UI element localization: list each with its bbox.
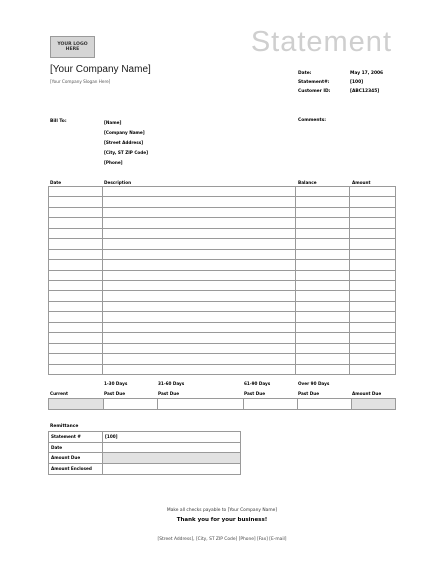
table-column-line — [395, 186, 396, 375]
remittance-table — [48, 431, 241, 475]
remittance-value[interactable]: [100] — [105, 434, 118, 440]
meta-value: May 17, 2006 — [350, 71, 384, 76]
bill-to-line: [Phone] — [104, 160, 123, 165]
remittance-label: Statement # — [49, 432, 103, 442]
table-row-line — [48, 217, 396, 218]
aging-header-past-due: Past Due — [298, 391, 320, 396]
meta-value: [ABC12345] — [350, 89, 380, 94]
company-slogan: [Your Company Slogan Here] — [50, 79, 111, 84]
aging-cell-over-90[interactable] — [298, 399, 352, 409]
logo-text: YOUR LOGO HERE — [57, 41, 88, 52]
aging-cell-1-30[interactable] — [104, 399, 158, 409]
remittance-label: Date — [49, 443, 103, 453]
table-row-line — [48, 364, 396, 365]
remittance-title: Remittance — [50, 424, 79, 429]
remittance-row — [49, 432, 240, 443]
bill-to-label: Bill To: — [50, 119, 67, 124]
aging-cell-amount-due[interactable] — [352, 399, 395, 409]
table-row-line — [48, 186, 396, 187]
column-header-date: Date — [50, 180, 62, 185]
aging-cell-61-90[interactable] — [244, 399, 298, 409]
table-column-line — [295, 186, 296, 375]
meta-label: Date: — [298, 71, 312, 76]
table-row-line — [48, 322, 396, 323]
table-column-line — [102, 186, 103, 375]
table-row-line — [48, 290, 396, 291]
column-header-description: Description — [104, 180, 132, 185]
payable-note: Make all checks payable to [Your Company Name] — [166, 508, 278, 513]
table-row-line — [48, 249, 396, 250]
comments-label: Comments: — [298, 118, 326, 123]
aging-header-amount-due: Amount Due — [352, 391, 382, 396]
table-row-line — [48, 238, 396, 239]
remittance-label: Amount Enclosed — [49, 464, 103, 475]
table-row-line — [48, 332, 396, 333]
bill-to-line: [Street Address] — [104, 140, 144, 145]
meta-row-date — [298, 69, 396, 78]
aging-summary-row — [48, 398, 396, 410]
page-title: Statement — [250, 26, 392, 58]
aging-header-past-due: Past Due — [104, 391, 126, 396]
aging-range-label: 61-90 Days — [244, 381, 271, 386]
aging-range-label: Over 90 Days — [298, 381, 330, 386]
bill-to-line: [Company Name] — [104, 130, 145, 135]
aging-range-label: 31-60 Days — [158, 381, 185, 386]
bill-to-address — [104, 118, 148, 168]
bill-to-line: [City, ST ZIP Code] — [104, 150, 149, 155]
table-row-line — [48, 259, 396, 260]
table-row-line — [48, 311, 396, 312]
meta-value: [100] — [350, 80, 364, 85]
table-column-line — [48, 186, 49, 375]
table-row-line — [48, 301, 396, 302]
remittance-value[interactable] — [103, 464, 240, 475]
footer-address: [Street Address], [City, ST ZIP Code] [Phone] [Fax] [E-mail] — [157, 537, 287, 542]
aging-header-past-due: Past Due — [244, 391, 266, 396]
meta-row-customer — [298, 87, 396, 96]
aging-header-current: Current — [50, 391, 69, 396]
aging-cell-current[interactable] — [49, 399, 104, 409]
table-row-line — [48, 374, 396, 375]
table-row-line — [48, 270, 396, 271]
table-row-line — [48, 228, 396, 229]
remittance-row — [49, 443, 240, 454]
table-row-line — [48, 196, 396, 197]
meta-label: Statement#: — [298, 80, 330, 85]
meta-label: Customer ID: — [298, 89, 331, 94]
company-logo — [50, 36, 95, 58]
statement-meta — [298, 69, 396, 96]
bill-to-line: [Name] — [104, 120, 122, 125]
remittance-value[interactable] — [103, 453, 240, 463]
aging-header-past-due: Past Due — [158, 391, 180, 396]
aging-range-label: 1-30 Days — [104, 381, 128, 386]
meta-row-statement — [298, 78, 396, 87]
remittance-value[interactable] — [103, 443, 240, 453]
table-row-line — [48, 207, 396, 208]
table-column-line — [349, 186, 350, 375]
remittance-row — [49, 464, 240, 475]
table-row-line — [48, 343, 396, 344]
table-row-line — [48, 280, 396, 281]
aging-cell-31-60[interactable] — [158, 399, 244, 409]
table-row-line — [48, 353, 396, 354]
column-header-balance: Balance — [298, 180, 317, 185]
remittance-label: Amount Due — [49, 453, 103, 463]
thank-you-message: Thank you for your business! — [176, 517, 268, 523]
remittance-row — [49, 453, 240, 464]
company-name: [Your Company Name] — [50, 64, 151, 75]
column-header-amount: Amount — [352, 180, 371, 185]
